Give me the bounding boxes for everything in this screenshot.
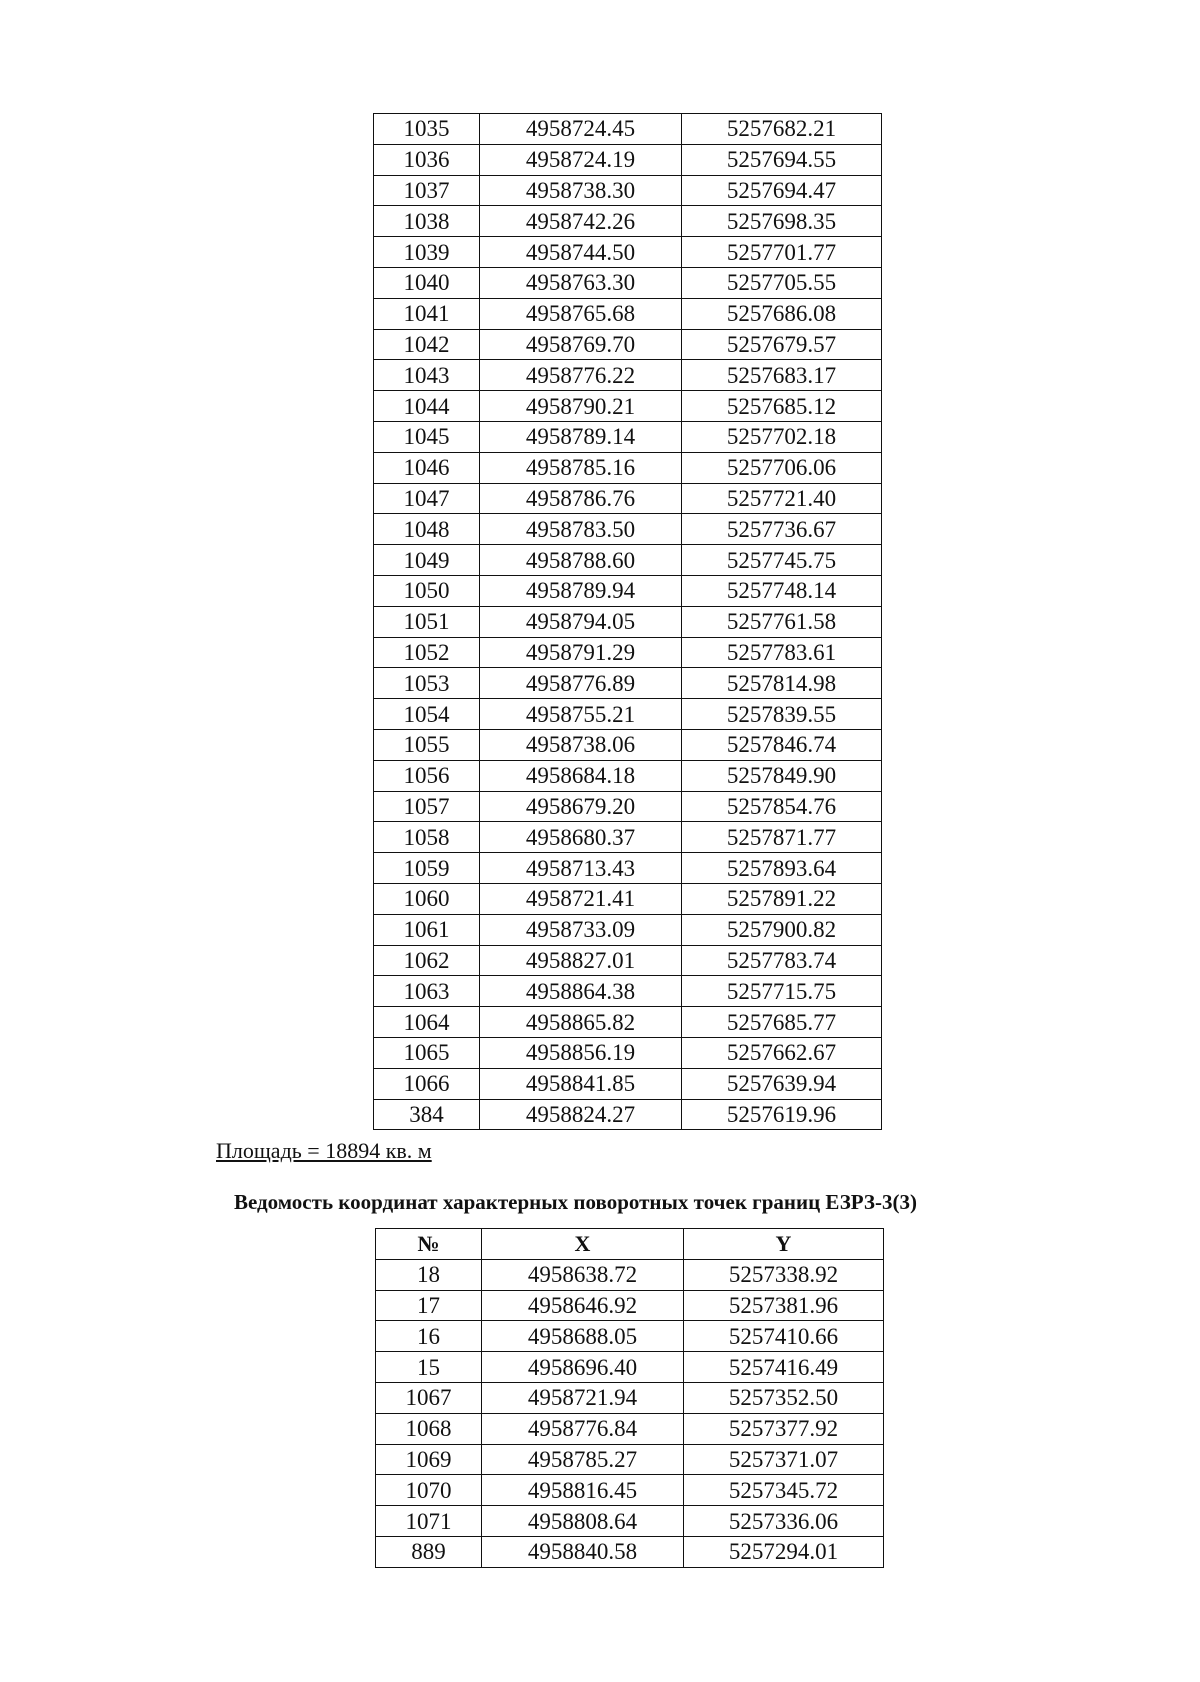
x-coordinate-cell: 4958824.27 — [480, 1099, 682, 1130]
point-number-cell: 1046 — [374, 452, 480, 483]
table-row — [374, 791, 882, 822]
table-row — [376, 1475, 884, 1506]
x-coordinate-cell: 4958744.50 — [480, 237, 682, 268]
y-coordinate-cell: 5257721.40 — [682, 483, 882, 514]
point-number-cell: 1040 — [374, 267, 480, 298]
table-row — [374, 267, 882, 298]
point-number-cell: 384 — [374, 1099, 480, 1130]
point-number-cell: 1058 — [374, 822, 480, 853]
table-row — [374, 421, 882, 452]
x-coordinate-cell: 4958646.92 — [482, 1290, 684, 1321]
y-coordinate-cell: 5257345.72 — [684, 1475, 884, 1506]
y-coordinate-cell: 5257679.57 — [682, 329, 882, 360]
x-coordinate-cell: 4958790.21 — [480, 391, 682, 422]
y-coordinate-cell: 5257846.74 — [682, 729, 882, 760]
x-coordinate-cell: 4958789.94 — [480, 575, 682, 606]
table-row — [376, 1382, 884, 1413]
y-coordinate-cell: 5257686.08 — [682, 298, 882, 329]
table-row — [374, 914, 882, 945]
header-y: Y — [684, 1229, 884, 1260]
x-coordinate-cell: 4958680.37 — [480, 822, 682, 853]
y-coordinate-cell: 5257294.01 — [684, 1536, 884, 1567]
x-coordinate-cell: 4958696.40 — [482, 1352, 684, 1383]
table-row — [374, 668, 882, 699]
table-row — [376, 1444, 884, 1475]
x-coordinate-cell: 4958840.58 — [482, 1536, 684, 1567]
table-row — [374, 945, 882, 976]
point-number-cell: 1063 — [374, 976, 480, 1007]
x-coordinate-cell: 4958755.21 — [480, 699, 682, 730]
point-number-cell: 16 — [376, 1321, 482, 1352]
table-row — [374, 822, 882, 853]
y-coordinate-cell: 5257377.92 — [684, 1413, 884, 1444]
point-number-cell: 1057 — [374, 791, 480, 822]
point-number-cell: 1037 — [374, 175, 480, 206]
point-number-cell: 889 — [376, 1536, 482, 1567]
y-coordinate-cell: 5257748.14 — [682, 575, 882, 606]
x-coordinate-cell: 4958865.82 — [480, 1007, 682, 1038]
y-coordinate-cell: 5257715.75 — [682, 976, 882, 1007]
point-number-cell: 1055 — [374, 729, 480, 760]
x-coordinate-cell: 4958713.43 — [480, 853, 682, 884]
x-coordinate-cell: 4958856.19 — [480, 1037, 682, 1068]
x-coordinate-cell: 4958638.72 — [482, 1259, 684, 1290]
y-coordinate-cell: 5257619.96 — [682, 1099, 882, 1130]
point-number-cell: 1043 — [374, 360, 480, 391]
x-coordinate-cell: 4958789.14 — [480, 421, 682, 452]
y-coordinate-cell: 5257683.17 — [682, 360, 882, 391]
point-number-cell: 1067 — [376, 1382, 482, 1413]
y-coordinate-cell: 5257685.12 — [682, 391, 882, 422]
x-coordinate-cell: 4958827.01 — [480, 945, 682, 976]
x-coordinate-cell: 4958738.30 — [480, 175, 682, 206]
x-coordinate-cell: 4958776.89 — [480, 668, 682, 699]
table-row — [374, 360, 882, 391]
table-row — [374, 606, 882, 637]
table-row — [376, 1536, 884, 1567]
x-coordinate-cell: 4958733.09 — [480, 914, 682, 945]
point-number-cell: 1052 — [374, 637, 480, 668]
point-number-cell: 1048 — [374, 514, 480, 545]
point-number-cell: 1068 — [376, 1413, 482, 1444]
table-row — [374, 729, 882, 760]
y-coordinate-cell: 5257745.75 — [682, 545, 882, 576]
point-number-cell: 1069 — [376, 1444, 482, 1475]
x-coordinate-cell: 4958724.19 — [480, 144, 682, 175]
table-row — [374, 1007, 882, 1038]
table-row — [376, 1321, 884, 1352]
x-coordinate-cell: 4958788.60 — [480, 545, 682, 576]
table-row — [374, 298, 882, 329]
point-number-cell: 1051 — [374, 606, 480, 637]
point-number-cell: 1045 — [374, 421, 480, 452]
table-row — [374, 853, 882, 884]
table-row — [374, 976, 882, 1007]
y-coordinate-cell: 5257338.92 — [684, 1259, 884, 1290]
ezrz-table-body — [376, 1259, 884, 1567]
point-number-cell: 1060 — [374, 883, 480, 914]
point-number-cell: 1065 — [374, 1037, 480, 1068]
table-row — [374, 206, 882, 237]
point-number-cell: 1066 — [374, 1068, 480, 1099]
x-coordinate-cell: 4958742.26 — [480, 206, 682, 237]
point-number-cell: 1042 — [374, 329, 480, 360]
header-x: X — [482, 1229, 684, 1260]
point-number-cell: 1064 — [374, 1007, 480, 1038]
x-coordinate-cell: 4958721.94 — [482, 1382, 684, 1413]
y-coordinate-cell: 5257761.58 — [682, 606, 882, 637]
table-row — [376, 1259, 884, 1290]
table-row — [374, 1068, 882, 1099]
x-coordinate-cell: 4958679.20 — [480, 791, 682, 822]
point-number-cell: 1070 — [376, 1475, 482, 1506]
y-coordinate-cell: 5257702.18 — [682, 421, 882, 452]
x-coordinate-cell: 4958688.05 — [482, 1321, 684, 1352]
point-number-cell: 1039 — [374, 237, 480, 268]
table-row — [374, 144, 882, 175]
point-number-cell: 1050 — [374, 575, 480, 606]
x-coordinate-cell: 4958763.30 — [480, 267, 682, 298]
point-number-cell: 1041 — [374, 298, 480, 329]
y-coordinate-cell: 5257371.07 — [684, 1444, 884, 1475]
y-coordinate-cell: 5257705.55 — [682, 267, 882, 298]
x-coordinate-cell: 4958785.27 — [482, 1444, 684, 1475]
y-coordinate-cell: 5257706.06 — [682, 452, 882, 483]
y-coordinate-cell: 5257871.77 — [682, 822, 882, 853]
y-coordinate-cell: 5257814.98 — [682, 668, 882, 699]
x-coordinate-cell: 4958786.76 — [480, 483, 682, 514]
coordinates-table-body — [374, 114, 882, 1130]
x-coordinate-cell: 4958791.29 — [480, 637, 682, 668]
table-row — [374, 545, 882, 576]
table-row — [374, 114, 882, 145]
header-row — [376, 1229, 884, 1260]
x-coordinate-cell: 4958724.45 — [480, 114, 682, 145]
point-number-cell: 1047 — [374, 483, 480, 514]
y-coordinate-cell: 5257900.82 — [682, 914, 882, 945]
table-row — [374, 452, 882, 483]
y-coordinate-cell: 5257639.94 — [682, 1068, 882, 1099]
point-number-cell: 1053 — [374, 668, 480, 699]
y-coordinate-cell: 5257698.35 — [682, 206, 882, 237]
y-coordinate-cell: 5257694.55 — [682, 144, 882, 175]
table-row — [374, 575, 882, 606]
table-row — [376, 1413, 884, 1444]
table-row — [376, 1290, 884, 1321]
x-coordinate-cell: 4958769.70 — [480, 329, 682, 360]
x-coordinate-cell: 4958783.50 — [480, 514, 682, 545]
point-number-cell: 1049 — [374, 545, 480, 576]
table-row — [374, 883, 882, 914]
point-number-cell: 1059 — [374, 853, 480, 884]
point-number-cell: 1036 — [374, 144, 480, 175]
point-number-cell: 1056 — [374, 760, 480, 791]
point-number-cell: 1038 — [374, 206, 480, 237]
y-coordinate-cell: 5257849.90 — [682, 760, 882, 791]
section-title: Ведомость координат характерных поворотных точек границ ЕЗРЗ-3(3) — [234, 1190, 917, 1214]
x-coordinate-cell: 4958808.64 — [482, 1506, 684, 1537]
point-number-cell: 1054 — [374, 699, 480, 730]
y-coordinate-cell: 5257736.67 — [682, 514, 882, 545]
y-coordinate-cell: 5257694.47 — [682, 175, 882, 206]
table-row — [374, 237, 882, 268]
x-coordinate-cell: 4958776.22 — [480, 360, 682, 391]
y-coordinate-cell: 5257783.61 — [682, 637, 882, 668]
table-row — [374, 760, 882, 791]
y-coordinate-cell: 5257701.77 — [682, 237, 882, 268]
point-number-cell: 15 — [376, 1352, 482, 1383]
y-coordinate-cell: 5257854.76 — [682, 791, 882, 822]
x-coordinate-cell: 4958794.05 — [480, 606, 682, 637]
table-row — [374, 483, 882, 514]
y-coordinate-cell: 5257336.06 — [684, 1506, 884, 1537]
point-number-cell: 1071 — [376, 1506, 482, 1537]
x-coordinate-cell: 4958738.06 — [480, 729, 682, 760]
area-summary: Площадь = 18894 кв. м — [216, 1138, 432, 1163]
y-coordinate-cell: 5257416.49 — [684, 1352, 884, 1383]
table-row — [374, 329, 882, 360]
y-coordinate-cell: 5257893.64 — [682, 853, 882, 884]
table-row — [374, 637, 882, 668]
x-coordinate-cell: 4958765.68 — [480, 298, 682, 329]
y-coordinate-cell: 5257682.21 — [682, 114, 882, 145]
ezrz-coordinates-table — [375, 1228, 884, 1568]
point-number-cell: 18 — [376, 1259, 482, 1290]
point-number-cell: 1061 — [374, 914, 480, 945]
y-coordinate-cell: 5257839.55 — [682, 699, 882, 730]
coordinates-table-continued — [373, 113, 882, 1130]
y-coordinate-cell: 5257685.77 — [682, 1007, 882, 1038]
table-row — [374, 391, 882, 422]
x-coordinate-cell: 4958776.84 — [482, 1413, 684, 1444]
y-coordinate-cell: 5257783.74 — [682, 945, 882, 976]
x-coordinate-cell: 4958864.38 — [480, 976, 682, 1007]
point-number-cell: 17 — [376, 1290, 482, 1321]
y-coordinate-cell: 5257662.67 — [682, 1037, 882, 1068]
table-row — [374, 1099, 882, 1130]
y-coordinate-cell: 5257891.22 — [682, 883, 882, 914]
x-coordinate-cell: 4958684.18 — [480, 760, 682, 791]
x-coordinate-cell: 4958841.85 — [480, 1068, 682, 1099]
header-number: № — [376, 1229, 482, 1260]
table-row — [376, 1352, 884, 1383]
point-number-cell: 1035 — [374, 114, 480, 145]
point-number-cell: 1044 — [374, 391, 480, 422]
y-coordinate-cell: 5257352.50 — [684, 1382, 884, 1413]
y-coordinate-cell: 5257381.96 — [684, 1290, 884, 1321]
table-header — [376, 1229, 884, 1260]
x-coordinate-cell: 4958816.45 — [482, 1475, 684, 1506]
table-row — [374, 699, 882, 730]
point-number-cell: 1062 — [374, 945, 480, 976]
table-row — [374, 175, 882, 206]
table-row — [374, 514, 882, 545]
table-row — [374, 1037, 882, 1068]
y-coordinate-cell: 5257410.66 — [684, 1321, 884, 1352]
x-coordinate-cell: 4958721.41 — [480, 883, 682, 914]
table-row — [376, 1506, 884, 1537]
x-coordinate-cell: 4958785.16 — [480, 452, 682, 483]
